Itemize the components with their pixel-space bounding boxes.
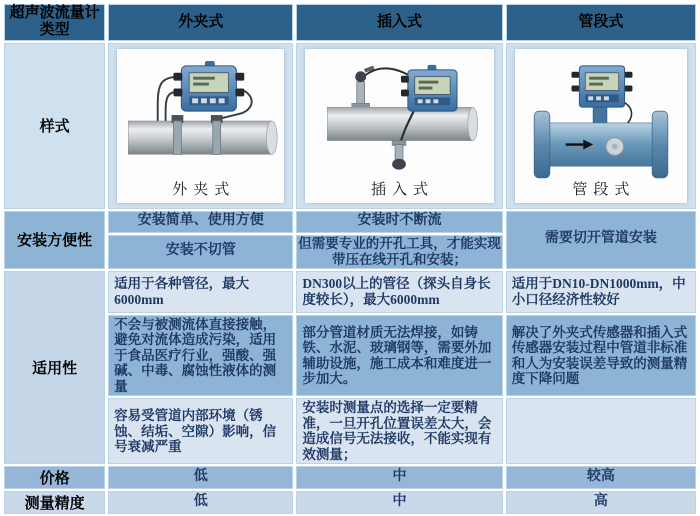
accuracy-inline: 高 [506,491,696,514]
accuracy-insertion: 中 [296,491,502,514]
applicability-clamp-on-3: 容易受管道内部环境（锈蚀、结垢、空隙）影响，信号衰减严重 [108,398,293,464]
clamp-on-flowmeter-image [122,60,280,176]
inline-caption: 管段式 [572,181,636,198]
accuracy-row [4,491,696,514]
applicability-inline-1: 适用于DN10-DN1000mm，中小口径经济性较好 [506,271,696,313]
inline-flowmeter-image [522,60,680,176]
install-inline: 需要切开管道安装 [506,211,696,269]
price-clamp-on: 低 [108,466,293,489]
install-insertion-2: 但需要专业的开孔工具，才能实现带压在线开孔和安装； [296,235,502,269]
header-type-label: 超声波流量计类型 [4,4,105,41]
install-row-1 [4,211,696,233]
price-inline: 较高 [506,466,696,489]
insertion-caption: 插入式 [371,181,435,198]
applicability-inline-2: 解决了外夹式传感器和插入式传感器安装过程中管道非标准和人为安装误差导致的测量精度下降问题 [506,315,696,397]
header-clamp-on: 外夹式 [108,4,293,41]
style-cell-insertion [296,43,502,209]
applicability-row-1 [4,271,696,313]
flowmeter-comparison-table [1,2,699,516]
style-row [4,43,696,209]
applicability-clamp-on-2: 不会与被测流体直接接触，避免对流体造成污染，适用于食品医疗行业，强酸、强碱、中毒、腐蚀性液体的测量 [108,315,293,397]
price-row [4,466,696,489]
style-cell-inline [506,43,696,209]
clamp-on-image-panel [117,49,284,203]
inline-image-panel [515,49,687,203]
header-row [4,4,696,41]
accuracy-clamp-on: 低 [108,491,293,514]
clamp-on-caption: 外夹式 [172,181,236,198]
header-inline: 管段式 [506,4,696,41]
style-cell-clamp-on [108,43,293,209]
install-clamp-on-2: 安装不切管 [108,235,293,269]
applicability-inline-3 [506,398,696,464]
applicability-row-2 [4,315,696,397]
applicability-clamp-on-1: 适用于各种管径，最大6000mm [108,271,293,313]
applicability-row-label: 适用性 [4,271,105,465]
applicability-insertion-1: DN300以上的管径（探头自身长度较长），最大6000mm [296,271,502,313]
accuracy-row-label: 测量精度 [4,491,105,514]
header-insertion: 插入式 [296,4,502,41]
insertion-flowmeter-image [321,60,479,176]
install-row-label: 安装方便性 [4,211,105,269]
applicability-insertion-3: 安装时测量点的选择一定要精准，一旦开孔位置误差太大，会造成信号无法接收，不能实现有效测量； [296,398,502,464]
applicability-row-3 [4,398,696,464]
install-insertion-1: 安装时不断流 [296,211,502,233]
insertion-image-panel [305,49,493,203]
price-row-label: 价格 [4,466,105,489]
applicability-insertion-2: 部分管道材质无法焊接，如铸铁、水泥、玻璃钢等，需要外加辅助设施，施工成本和难度进一步加大。 [296,315,502,397]
install-clamp-on-1: 安装简单、使用方便 [108,211,293,233]
price-insertion: 中 [296,466,502,489]
style-row-label: 样式 [4,43,105,209]
